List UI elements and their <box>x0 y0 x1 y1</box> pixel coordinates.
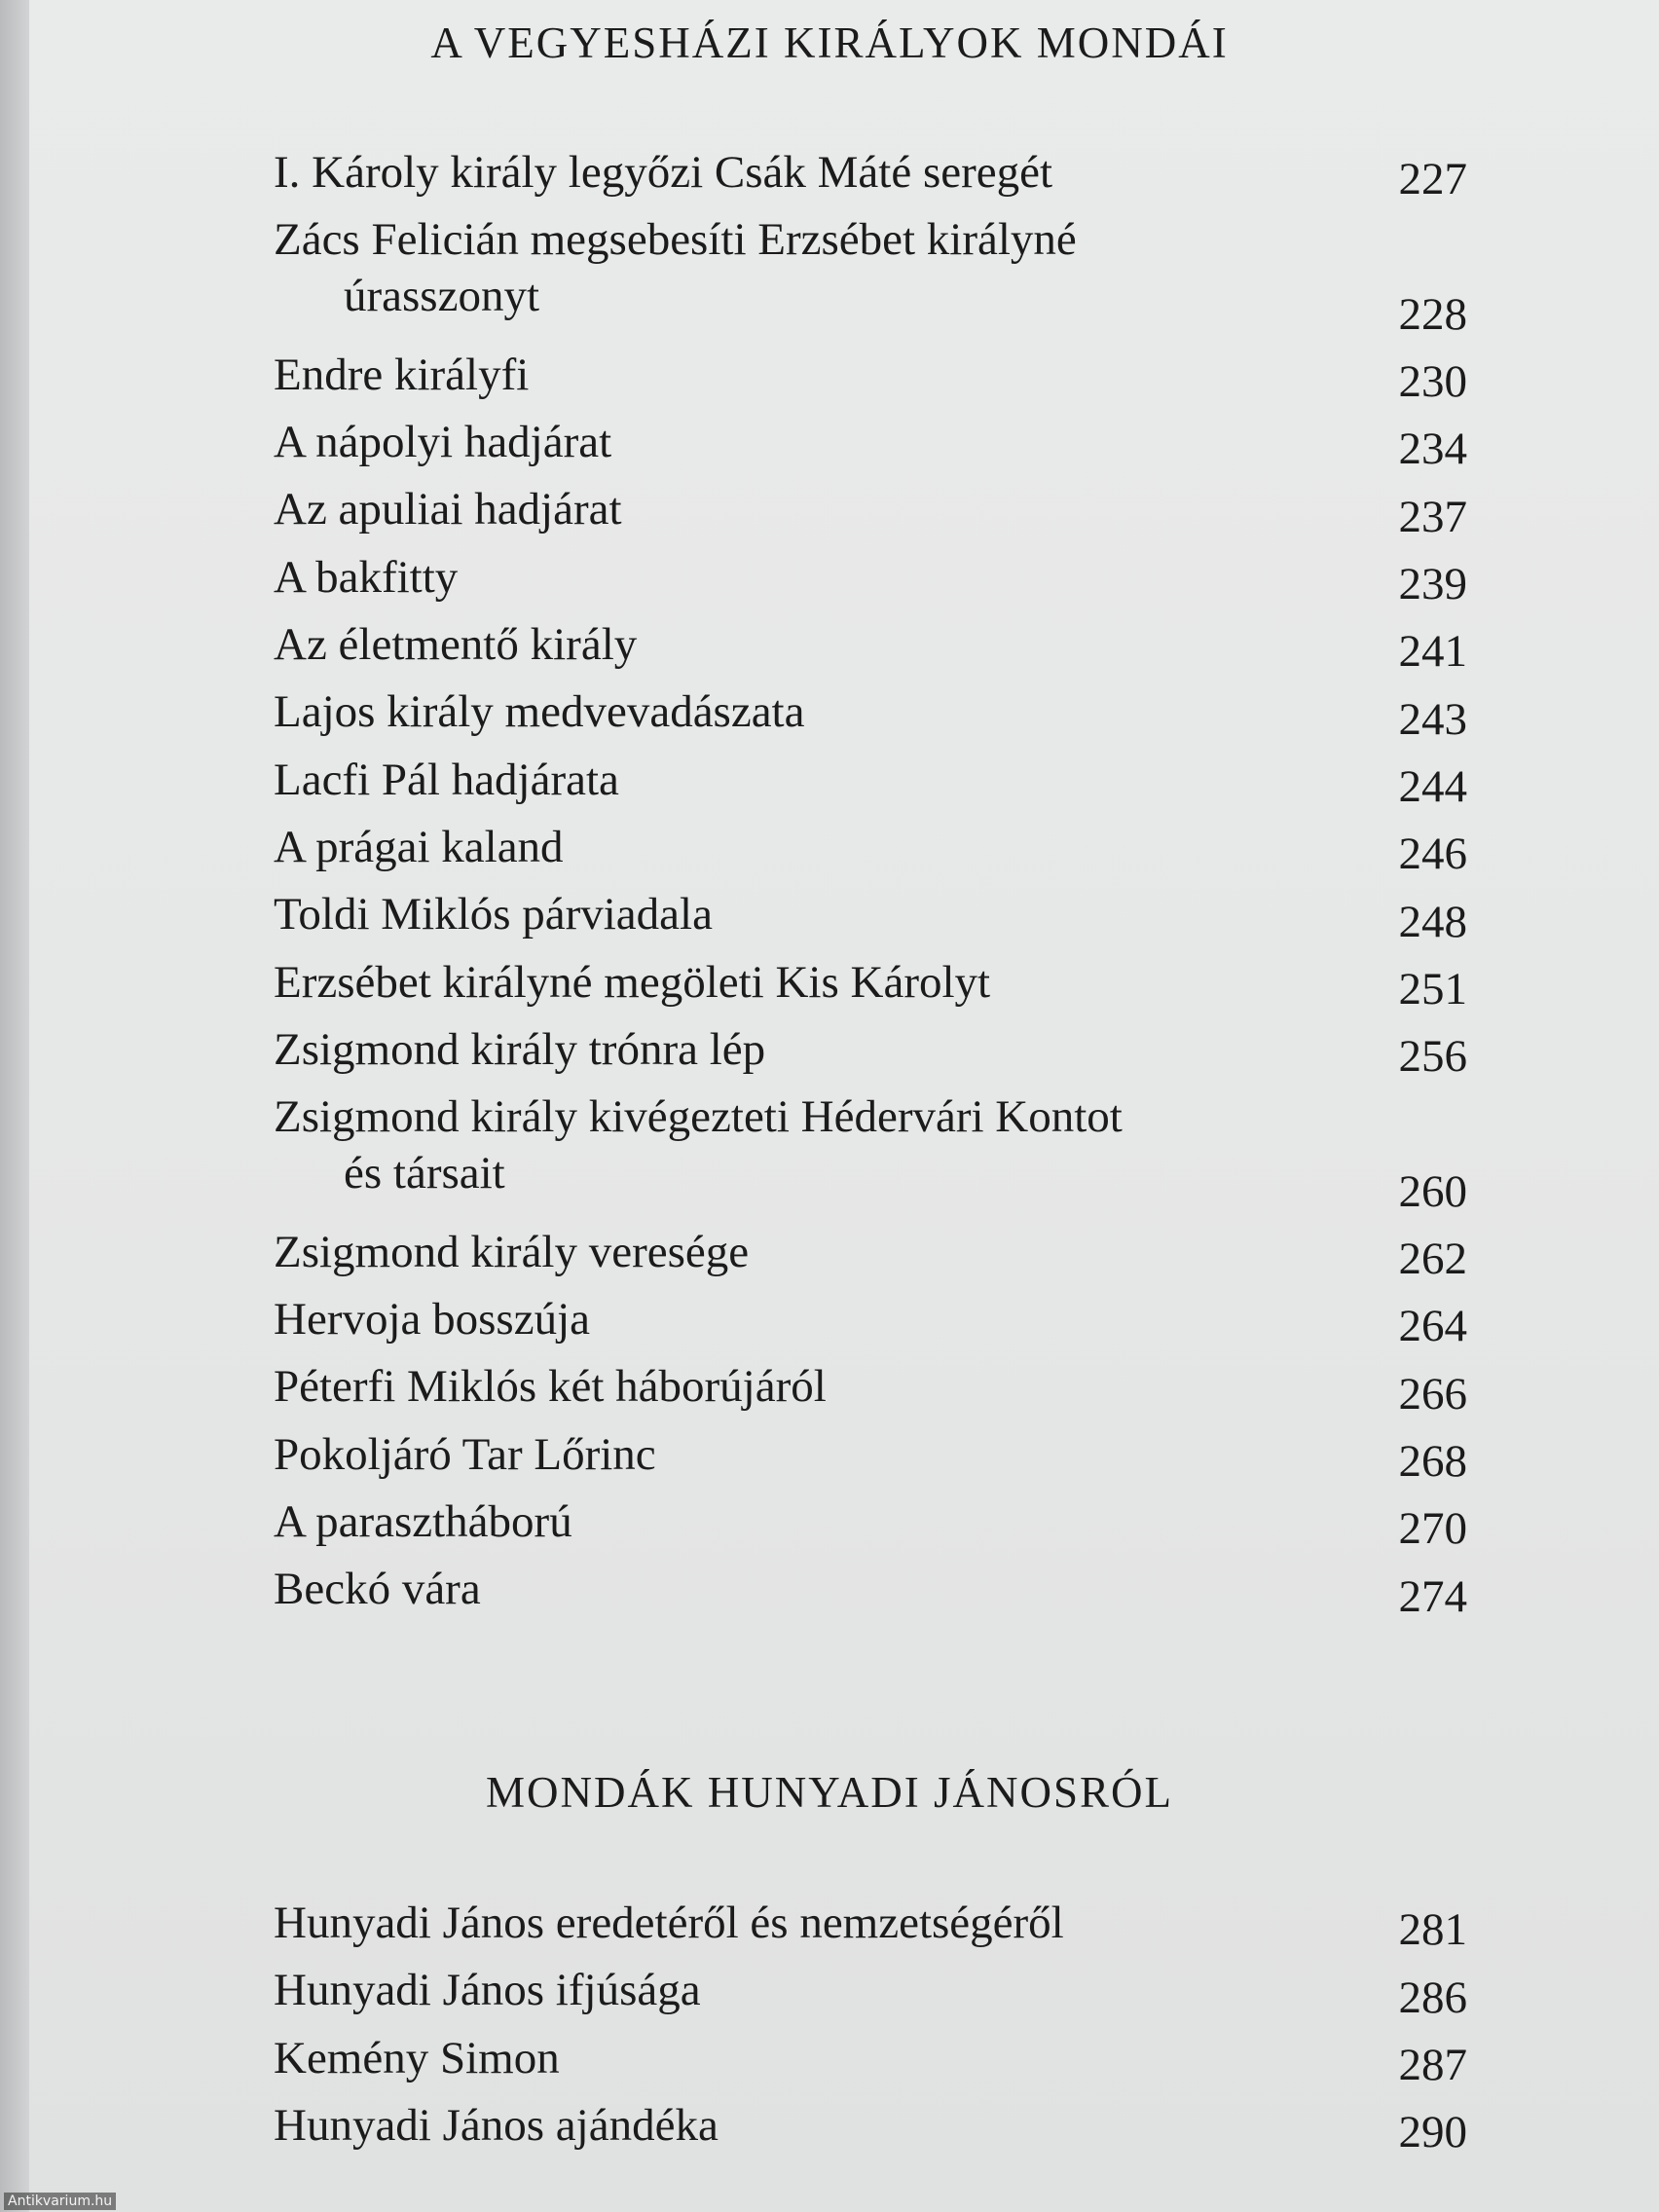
toc-entry-title: A bakfitty <box>274 551 459 603</box>
toc-entry[interactable] <box>0 888 1659 955</box>
toc-entry-page: 286 <box>1398 1972 1467 2023</box>
toc-entry-title: Toldi Miklós párviadala <box>274 889 713 940</box>
toc-entry[interactable] <box>0 821 1659 888</box>
toc-entry-title: Az életmentő király <box>274 619 638 671</box>
toc-entry-page: 244 <box>1398 760 1467 812</box>
toc-entry-page: 241 <box>1398 626 1467 678</box>
toc-entry[interactable] <box>0 1293 1659 1360</box>
toc-entry[interactable] <box>0 754 1659 821</box>
watermark: Antikvarium.hu <box>4 2193 116 2210</box>
toc-entry[interactable] <box>0 2099 1659 2166</box>
toc-entry-page: 264 <box>1398 1301 1467 1352</box>
toc-entry[interactable] <box>0 2032 1659 2099</box>
toc-entry-title: Kemény Simon <box>274 2032 560 2083</box>
toc-entry-title: A parasztháború <box>274 1495 572 1547</box>
toc-entry-title: A prágai kaland <box>274 821 564 872</box>
toc-entry[interactable] <box>0 1495 1659 1563</box>
toc-entry[interactable] <box>0 1563 1659 1630</box>
toc-entry-title-line1: Zács Felicián megsebesíti Erzsébet királyné <box>274 214 1077 266</box>
toc-entry[interactable] <box>0 1964 1659 2031</box>
toc-entry-title: Beckó vára <box>274 1564 481 1615</box>
toc-entry[interactable] <box>0 416 1659 483</box>
toc-entry-page: 290 <box>1398 2107 1467 2158</box>
toc-entry-page: 239 <box>1398 559 1467 610</box>
toc-entry[interactable] <box>0 1090 1659 1226</box>
toc-entry-title: Endre királyfi <box>274 349 530 400</box>
toc-entry-title <box>274 1090 1123 1199</box>
toc-entry-title: Hunyadi János ajándéka <box>274 2099 719 2151</box>
toc-entry-title: I. Károly király legyőzi Csák Máté seregét <box>274 147 1053 198</box>
toc-entry-page: 237 <box>1398 491 1467 542</box>
toc-entry-title: Az apuliai hadjárat <box>274 484 622 535</box>
toc-entry-title-line2: úrasszonyt <box>344 271 540 322</box>
toc-entry[interactable] <box>0 956 1659 1023</box>
section-title-vegyeshazi: A VEGYESHÁZI KIRÁLYOK MONDÁI <box>430 18 1229 67</box>
toc-entry-page: 281 <box>1398 1904 1467 1956</box>
toc-entry-page: 270 <box>1398 1503 1467 1555</box>
toc-entry[interactable] <box>0 1897 1659 1964</box>
toc-entry-page: 228 <box>1398 288 1467 340</box>
toc-entry-title <box>274 213 1077 322</box>
toc-entry-page: 268 <box>1398 1435 1467 1487</box>
toc-entry-title: Péterfi Miklós két háborújáról <box>274 1361 827 1413</box>
toc-entry-page: 234 <box>1398 424 1467 475</box>
toc-entry-title: Erzsébet királyné megöleti Kis Károlyt <box>274 956 991 1008</box>
toc-entry[interactable] <box>0 483 1659 550</box>
section-title-hunyadi: MONDÁK HUNYADI JÁNOSRÓL <box>485 1768 1173 1817</box>
toc-entry[interactable] <box>0 551 1659 618</box>
toc-entry-title: Hervoja bosszúja <box>274 1294 590 1346</box>
toc-entry-title: A nápolyi hadjárat <box>274 417 612 468</box>
toc-entry-title: Zsigmond király trónra lép <box>274 1023 766 1075</box>
toc-entry-title: Pokoljáró Tar Lőrinc <box>274 1428 656 1480</box>
toc-entry-title: Zsigmond király veresége <box>274 1226 750 1277</box>
toc-entry-page: 266 <box>1398 1368 1467 1419</box>
toc-list-vegyeshazi <box>0 146 1659 1631</box>
toc-entry-title-line1: Zsigmond király kivégezteti Hédervári Kontot <box>274 1091 1123 1143</box>
toc-list-hunyadi <box>0 1897 1659 2166</box>
toc-entry-page: 256 <box>1398 1031 1467 1083</box>
toc-entry-page: 243 <box>1398 693 1467 745</box>
toc-entry[interactable] <box>0 213 1659 349</box>
toc-entry[interactable] <box>0 1226 1659 1293</box>
toc-entry[interactable] <box>0 1023 1659 1090</box>
toc-entry-page: 246 <box>1398 829 1467 880</box>
toc-entry[interactable] <box>0 618 1659 685</box>
toc-entry-page: 262 <box>1398 1234 1467 1285</box>
toc-entry-page: 230 <box>1398 356 1467 408</box>
toc-entry-title: Hunyadi János ifjúsága <box>274 1965 701 2016</box>
toc-entry-page: 227 <box>1398 154 1467 205</box>
toc-entry[interactable] <box>0 146 1659 213</box>
toc-entry-title: Lacfi Pál hadjárata <box>274 754 619 805</box>
toc-entry-page: 287 <box>1398 2039 1467 2090</box>
toc-entry-title: Lajos király medvevadászata <box>274 686 805 738</box>
toc-entry[interactable] <box>0 1428 1659 1495</box>
toc-entry-page: 260 <box>1398 1165 1467 1217</box>
toc-entry[interactable] <box>0 349 1659 416</box>
toc-entry[interactable] <box>0 1360 1659 1427</box>
toc-entry-title: Hunyadi János eredetéről és nemzetségéről <box>274 1898 1064 1948</box>
toc-entry-title-line2: és társait <box>344 1148 505 1199</box>
toc-entry[interactable] <box>0 685 1659 753</box>
toc-entry-page: 251 <box>1398 963 1467 1014</box>
toc-entry-page: 274 <box>1398 1570 1467 1622</box>
toc-entry-page: 248 <box>1398 896 1467 947</box>
